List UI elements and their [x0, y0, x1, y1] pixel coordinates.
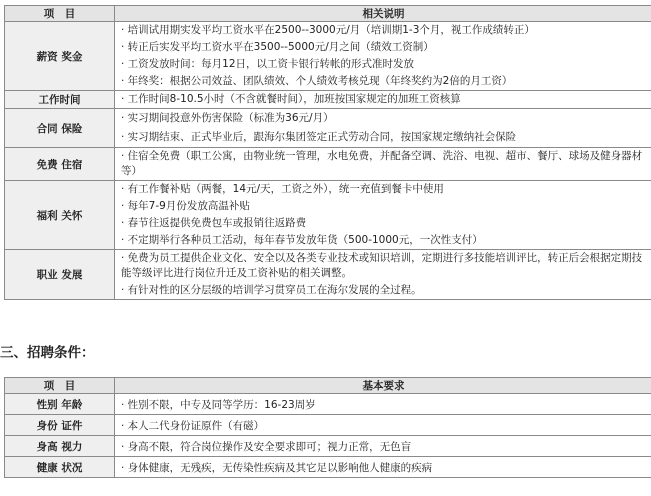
- row-details-work-hours: [115, 91, 651, 109]
- row-label-salary: 薪资 奖金: [5, 22, 115, 91]
- requirements-table: [4, 377, 651, 478]
- list-item: · 春节往返提供免费包车或报销往返路费: [121, 217, 307, 229]
- header-item: 项 目: [5, 6, 115, 22]
- row-label-housing: 免费 住宿: [5, 148, 115, 181]
- table-header-row: [5, 6, 651, 22]
- table-header-row: [5, 378, 651, 394]
- list-item: · 培训试用期实发平均工资水平在2500--3000元/月（培训期1-3个月，视工作成绩转正）: [121, 24, 535, 36]
- row-text-health: · 身体健康，无残疾，无传染性疾病及其它足以影响他人健康的疾病: [115, 457, 651, 478]
- row-label-height-vision: 身高 视力: [5, 436, 115, 457]
- row-label-gender-age: 性别 年龄: [5, 394, 115, 415]
- list-item: · 实习期间投意外伤害保险（标准为36元/月）: [121, 112, 334, 124]
- table-row: [5, 148, 651, 181]
- row-label-health: 健康 状况: [5, 457, 115, 478]
- list-item: · 有工作餐补贴（两餐，14元/天，工资之外），统一充值到餐卡中使用: [121, 183, 444, 195]
- list-item: · 实习期结束、正式毕业后，跟海尔集团签定正式劳动合同，按国家规定缴纳社会保险: [121, 131, 517, 143]
- table-row: [5, 181, 651, 250]
- table-row: [5, 457, 651, 478]
- table-row: [5, 109, 651, 148]
- table-row: [5, 250, 651, 300]
- row-details-contract: [115, 109, 651, 148]
- row-label-work-hours: 工作时间: [5, 91, 115, 109]
- row-label-career: 职业 发展: [5, 250, 115, 300]
- list-item: · 每年7-9月份发放高温补贴: [121, 200, 250, 212]
- row-details-housing: [115, 148, 651, 181]
- row-label-welfare: 福利 关怀: [5, 181, 115, 250]
- list-item: · 有针对性的区分层级的培训学习贯穿员工在海尔发展的全过程。: [121, 284, 422, 296]
- benefits-table: [4, 5, 651, 300]
- row-text-id: · 本人二代身份证原件（有磁）: [115, 415, 651, 436]
- list-item: · 不定期举行各种员工活动，每年春节发放年货（500-1000元，一次性支付）: [121, 234, 483, 246]
- header-description: 相关说明: [115, 6, 651, 22]
- row-label-id: 身份 证件: [5, 415, 115, 436]
- table-row: [5, 22, 651, 91]
- header-requirements: 基本要求: [115, 378, 651, 394]
- row-details-career: [115, 250, 651, 300]
- row-text-height-vision: · 身高不限，符合岗位操作及安全要求即可；视力正常，无色盲: [115, 436, 651, 457]
- row-text-gender-age: · 性别不限，中专及同等学历：16-23周岁: [115, 394, 651, 415]
- section-heading: 三、招聘条件：: [0, 345, 95, 361]
- list-item: · 住宿全免费（职工公寓，由物业统一管理，水电免费，并配备空调、洗浴、电视、超市、餐厅、球场及健身器材等）: [121, 150, 643, 177]
- list-item: · 工资发放时间：每月12日，以工资卡银行转帐的形式准时发放: [121, 58, 415, 70]
- list-item: · 工作时间8-10.5小时（不含就餐时间），加班按国家规定的加班工资核算: [121, 93, 461, 105]
- table-row: [5, 91, 651, 109]
- row-details-salary: [115, 22, 651, 91]
- row-label-contract: 合同 保险: [5, 109, 115, 148]
- row-details-welfare: [115, 181, 651, 250]
- list-item: · 转正后实发平均工资水平在3500--5000元/月之间（绩效工资制）: [121, 41, 434, 53]
- table-row: [5, 394, 651, 415]
- list-item: · 免费为员工提供企业文化、安全以及各类专业技术或知识培训，定期进行多技能培训评比，转正后会根据定期技能等级评比进行岗位升迁及工资补贴的相关调整。: [121, 252, 643, 279]
- list-item: · 年终奖：根据公司效益、团队绩效、个人绩效考核兑现（年终奖约为2倍的月工资）: [121, 75, 513, 87]
- table-row: [5, 436, 651, 457]
- header-item: 项 目: [5, 378, 115, 394]
- table-row: [5, 415, 651, 436]
